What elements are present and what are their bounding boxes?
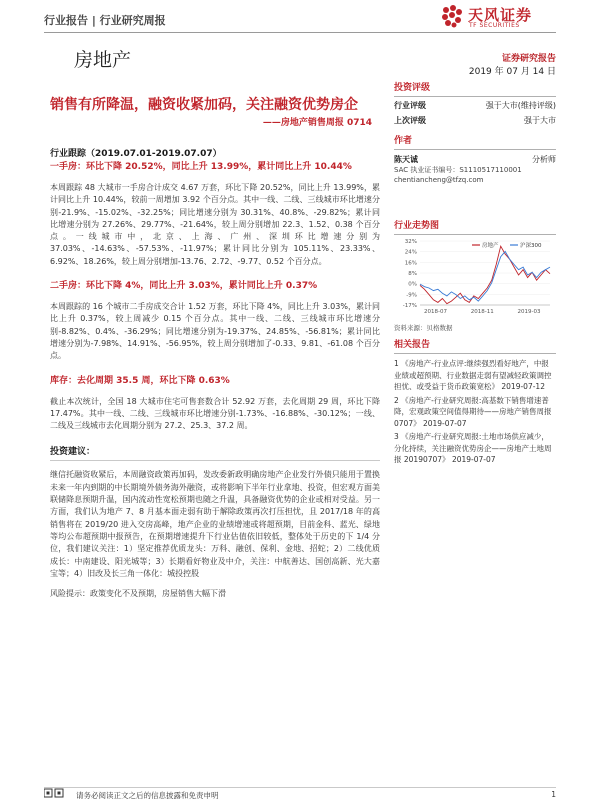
rating-head: 投资评级 xyxy=(394,80,556,97)
y-tick-label: 0% xyxy=(408,281,417,288)
page-number: 1 xyxy=(551,790,556,799)
legend-label: 房地产 xyxy=(482,243,499,249)
report-category: 行业报告 | 行业研究周报 xyxy=(44,14,166,27)
inventory-body: 截止本次统计，全国 18 大城市住宅可售套数合计 52.92 万套，去化周期 29 周，环比下降 17.47%。其中一线、二线、三线城市环比增速分别-1.73%、-16.88%、-30.12%；一线、二线及三线城市去化周期分别为 27.2、25.3、37.2 周。 xyxy=(50,396,380,431)
footer-disclaimer: 请务必阅读正文之后的信息披露和免责申明 xyxy=(76,791,219,800)
legend-label: 沪深300 xyxy=(520,243,542,249)
logo-name-cn: 天风证券 xyxy=(468,6,533,24)
rating-value: 强于大市 xyxy=(524,116,556,125)
second-hand-head: 二手房：环比下降 4%，同比上升 3.03%，累计同比上升 0.37% xyxy=(50,281,318,292)
chart-source: 资料来源：贝格数据 xyxy=(394,324,453,332)
report-title: 销售有所降温，融资收紧加码，关注融资优势房企 xyxy=(50,97,358,113)
x-tick-label: 2018-11 xyxy=(470,309,494,315)
series-line xyxy=(420,251,550,301)
y-tick-label: 16% xyxy=(404,260,417,267)
related-item[interactable]: 2 《房地产-行业研究周报:高基数下销售增速普降，宏观政策空间值得期待——房地产销售周报 0707》 2019-07-07 xyxy=(394,395,552,428)
related-head: 相关报告 xyxy=(394,337,556,354)
rating-key: 上次评级 xyxy=(394,116,426,125)
y-tick-label: -9% xyxy=(406,292,417,299)
related-panel xyxy=(394,337,556,466)
new-home-head: 一手房：环比下降 20.52%，同比上升 13.99%，累计同比上升 10.44% xyxy=(50,162,352,172)
author-row xyxy=(394,154,556,165)
doc-date: 2019 年 07 月 14 日 xyxy=(468,67,556,77)
trend-chart xyxy=(394,235,556,317)
rating-key: 行业评级 xyxy=(394,101,426,110)
footer-divider xyxy=(44,787,556,788)
x-tick-label: 2018-07 xyxy=(424,309,447,315)
tf-logo-icon xyxy=(438,2,466,30)
invest-head: 投资建议： xyxy=(50,444,380,461)
related-item[interactable]: 1 《房地产-行业点评:继续强烈看好地产，中报业绩或超预期、行业数据走弱有望减轻政策调控担忧、或受益于货币政策宽松》 2019-07-12 xyxy=(394,359,552,391)
trend-chart-panel xyxy=(394,218,556,332)
y-tick-label: 32% xyxy=(404,239,417,245)
logo-name-en: TF SECURITIES xyxy=(469,22,520,29)
invest-body: 继信托融资收紧后，本周融资政策再加码，发改委新政明确房地产企业发行外债只能用于置换未来一年内到期的中长期境外债务海外融资，或将影响下半年行业拿地、投资，但宏观方面美联储降息预期升温，国内流动性宽松预期也随之升温，具备融资优势的企业或相对受益。另一方面，我们认为地产 7、8 月基本面走弱有助于解除政策再次打压担忧，且 2017/18 年的高销售将在 2019/20 进入交房高峰，地产企业的业绩增速或将超预期，目前金科、蓝光、绿地等均公布超预期中报预告，在预期增速提升下行业估值依旧较低，整体处于历史的下 1/4 分位，我们建议关注：1）坚定推荐优质龙头：万科、融创、保利、金地、招蛇；2）二线优质成长：中南建设、阳光城等；3）长期看好物业及中介，关注：中航善达、国创高新、光大嘉宝等；4）旧改及长三角一体化：城投控股 xyxy=(50,470,380,578)
related-item[interactable]: 3 《房地产-行业研究周报:土地市场供应减少，分化持续，关注融资优势房企——房地产土地周报 20190707》 2019-07-07 xyxy=(394,432,552,464)
author-head: 作者 xyxy=(394,133,556,150)
rating-value: 强于大市(维持评级) xyxy=(485,101,556,110)
inventory-head: 库存：去化周期 35.5 周，环比下降 0.63% xyxy=(50,375,230,386)
sector-title: 房地产 xyxy=(74,49,132,71)
author-license: SAC 执业证书编号：S1110517110001 xyxy=(394,166,522,174)
y-tick-label: -17% xyxy=(402,303,417,309)
rating-panel xyxy=(394,80,556,127)
author-name: 陈天诚 xyxy=(394,155,418,164)
y-tick-label: 24% xyxy=(404,249,417,256)
rating-row xyxy=(394,114,556,127)
x-tick-label: 2019-03 xyxy=(517,309,541,315)
author-panel xyxy=(394,133,556,185)
brand-logo xyxy=(438,2,558,32)
second-hand-body: 本周跟踪的 16 个城市二手房成交合计 1.52 万套，环比下降 4%，同比上升 3.03%，累计同比上升 0.37%，较上周减少 0.15 个百分点。其中一线、二线、三线城市环比增速分别-8.82%、0.4%、-36.29%；同比增速分别为-19.37%、24.85%、-56.81%；累计同比增速分别为-7.98%、14.91%、-56.95%，较上周分别增加了-0.33、9.81、-61.08 个百分点。 xyxy=(50,302,380,361)
rating-row xyxy=(394,99,556,112)
series-line xyxy=(420,246,550,304)
tracking-head: 行业跟踪（2019.07.01-2019.07.07） xyxy=(50,149,222,159)
header-divider xyxy=(44,32,556,33)
author-email[interactable]: chentiancheng@tfzq.com xyxy=(394,176,484,184)
main-column xyxy=(50,148,380,599)
author-role: 分析师 xyxy=(532,155,556,164)
page-header xyxy=(0,0,600,36)
doc-type: 证券研究报告 xyxy=(501,54,556,64)
report-subtitle: ——房地产销售周报 0714 xyxy=(262,118,372,128)
related-list xyxy=(394,358,556,466)
qr-code-icon xyxy=(44,788,64,798)
new-home-body: 本周跟踪 48 大城市一手房合计成交 4.67 万套，环比下降 20.52%，同比上升 13.99%，累计同比上升 10.44%，较前一周增加 3.92 个百分点。其中一线、二线、三线城市环比增速分别-21.9%、-15.02%、-32.25%；同比增速分别为 30.31%、40.8%、-29.82%；累计同比增速分别为 27.26%、29.77%、-21.64%，较上周分别增加 22.3、1.52、0.38 个百分点。一线城市中，北京、上海、广州、深圳环比增速分别为 37.03%、-14.63%、-57.53%、-11.97%；累计同比分别为 105.11%、23.33%、6.92%、18.26%，较上周分别增加-13.76、2.72、-9.77、0.52 个百分点。 xyxy=(50,183,380,266)
chart-title: 行业走势图 xyxy=(394,218,556,235)
risk-note: 风险提示：政策变化不及预期，房屋销售大幅下滑 xyxy=(50,589,226,599)
y-tick-label: 8% xyxy=(408,271,417,277)
